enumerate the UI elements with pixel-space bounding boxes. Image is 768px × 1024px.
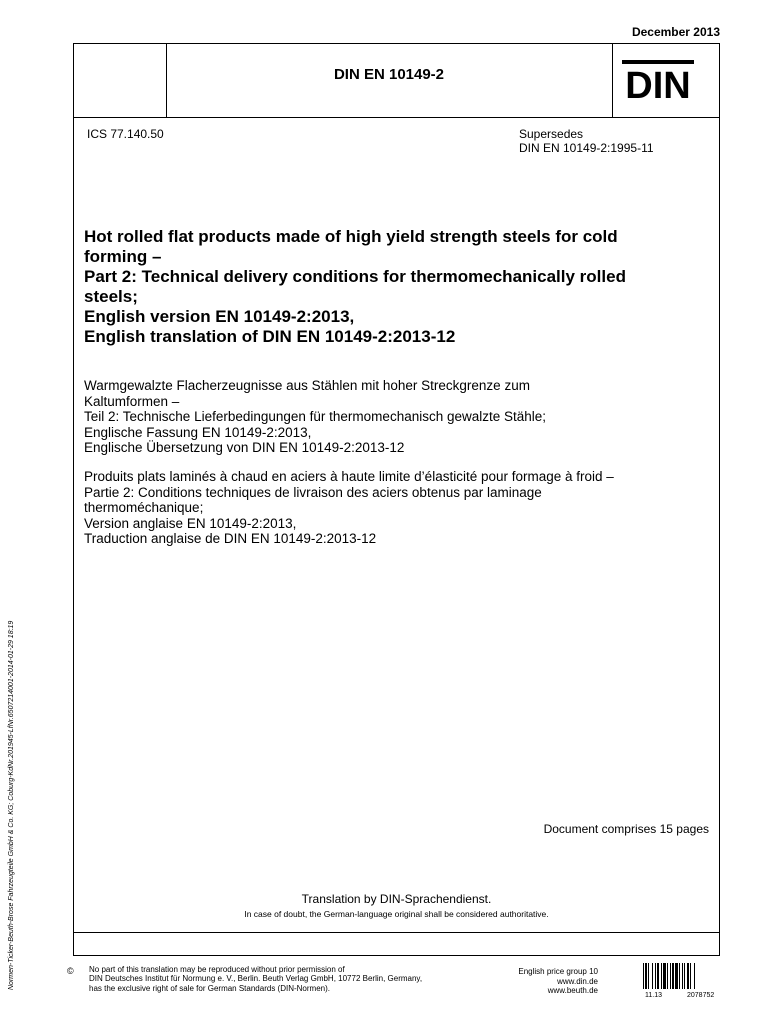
- header-cell-divider-right: [612, 43, 613, 118]
- title-fr-line: Partie 2: Conditions techniques de livraison des aciers obtenus par laminage: [84, 484, 542, 500]
- barcode-date: 11.13: [645, 992, 662, 999]
- title-en-line: English version EN 10149-2:2013,: [84, 307, 355, 326]
- barcode-bar: [652, 963, 653, 989]
- barcode-bar: [675, 963, 678, 989]
- price-info: [470, 967, 598, 996]
- rights-line: DIN Deutsches Institut für Normung e. V., Berlin. Beuth Verlag GmbH, 10772 Berlin, Germany,: [89, 974, 423, 984]
- document-date: December 2013: [631, 25, 720, 39]
- title-fr-line: thermoméchanique;: [84, 500, 204, 515]
- copyright-symbol: ©: [67, 966, 74, 976]
- page-count-note: Document comprises 15 pages: [543, 822, 709, 836]
- barcode-bar: [684, 963, 685, 989]
- ics-code: ICS 77.140.50: [87, 127, 164, 141]
- barcode-bar: [643, 963, 644, 989]
- beuth-website-link[interactable]: www.beuth.de: [547, 986, 598, 995]
- barcode-bar: [661, 963, 662, 989]
- din-logo-text: DIN: [625, 65, 691, 102]
- barcode-bar: [657, 963, 659, 989]
- supersedes: [519, 127, 654, 155]
- barcode-bar: [672, 963, 674, 989]
- barcode-bar: [679, 963, 680, 989]
- title-english: [84, 227, 704, 347]
- barcode-bar: [694, 963, 695, 989]
- footer-divider: [73, 932, 720, 933]
- title-en-line: Part 2: Technical delivery conditions for thermomechanically rolled: [84, 267, 626, 286]
- barcode-bar: [655, 963, 656, 989]
- title-de-line: Warmgewalzte Flacherzeugnisse aus Stählen mit hoher Streckgrenze zum: [84, 378, 530, 393]
- supersedes-label: Supersedes: [519, 127, 584, 141]
- din-website-link[interactable]: www.din.de: [557, 976, 598, 986]
- barcode-bar: [682, 963, 683, 989]
- rights-line: No part of this translation may be reproduced without prior permission of: [89, 965, 345, 974]
- title-german: [84, 378, 704, 456]
- title-fr-line: Produits plats laminés à chaud en aciers à haute limite d’élasticité pour formage à froid –: [84, 469, 614, 484]
- barcode-bar: [648, 963, 649, 989]
- barcode-bar: [645, 963, 647, 989]
- title-de-line: Englische Übersetzung von DIN EN 10149-2:2013-12: [84, 440, 405, 455]
- standard-number: DIN EN 10149-2: [333, 66, 445, 83]
- title-en-line: English translation of DIN EN 10149-2:2013-12: [84, 327, 456, 346]
- title-en-line: steels;: [84, 287, 138, 306]
- title-fr-line: Version anglaise EN 10149-2:2013,: [84, 515, 297, 531]
- barcode: [643, 963, 721, 989]
- barcode-number: 2078752: [687, 992, 715, 999]
- title-en-line: forming –: [84, 247, 162, 266]
- barcode-bar: [670, 963, 671, 989]
- barcode-bar: [667, 963, 668, 989]
- barcode-bar: [663, 963, 666, 989]
- title-en-line: Hot rolled flat products made of high yield strength steels for cold: [84, 227, 618, 246]
- authoritative-note: In case of doubt, the German-language original shall be considered authoritative.: [244, 909, 549, 919]
- title-de-line: Teil 2: Technische Lieferbedingungen für thermomechanisch gewalzte Stähle;: [84, 409, 547, 424]
- translation-note: Translation by DIN-Sprachendienst.: [301, 892, 492, 906]
- din-logo: [620, 58, 696, 102]
- title-french: [84, 469, 714, 547]
- title-fr-line: Traduction anglaise de DIN EN 10149-2:2013-12: [84, 531, 377, 546]
- barcode-bar: [687, 963, 689, 989]
- price-group: English price group 10: [518, 967, 598, 976]
- title-de-line: Englische Fassung EN 10149-2:2013,: [84, 424, 312, 440]
- barcode-bar: [690, 963, 691, 989]
- rights-notice: [89, 965, 422, 993]
- title-de-line: Kaltumformen –: [84, 393, 180, 409]
- rights-line: has the exclusive right of sale for German Standards (DIN-Normen).: [89, 983, 330, 993]
- header-divider: [73, 117, 720, 118]
- supersedes-value: DIN EN 10149-2:1995-11: [519, 141, 654, 155]
- license-sidebar: Normen-Ticker-Beuth-Brose Fahrzeugteile GmbH & Co. KG; Coburg-KdNr.201945-LfNr.6507214001-2014-01-29 18:19: [8, 620, 15, 990]
